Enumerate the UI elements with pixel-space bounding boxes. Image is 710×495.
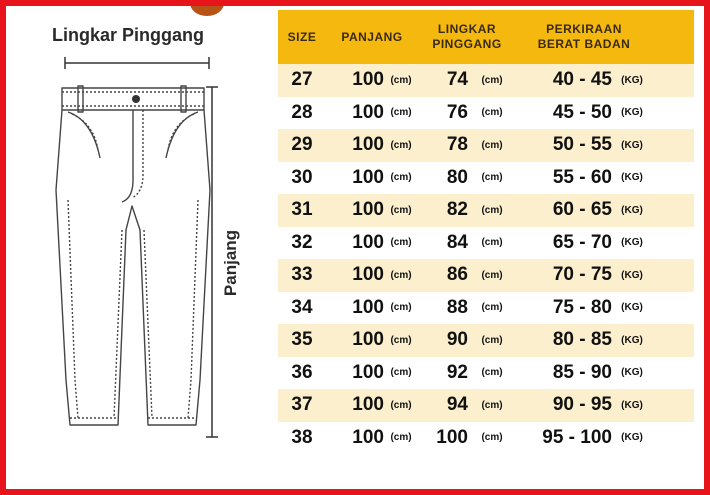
lingkar-unit: (cm) — [481, 237, 503, 249]
lingkar-cell: 80 — [446, 166, 468, 188]
panjang-cell: 100 — [352, 134, 384, 156]
length-measure-line — [202, 86, 222, 438]
panjang-unit: (cm) — [390, 269, 412, 281]
lingkar-unit: (cm) — [481, 367, 503, 379]
berat-unit: (KG) — [621, 432, 643, 444]
panjang-cell: 100 — [352, 329, 384, 351]
size-cell: 37 — [291, 394, 313, 416]
size-cell: 30 — [291, 166, 313, 188]
header-lingkar — [418, 22, 516, 52]
panjang-unit: (cm) — [390, 237, 412, 249]
berat-unit: (KG) — [621, 367, 643, 379]
size-cell: 34 — [291, 296, 313, 318]
header-lingkar-line1: LINGKAR — [437, 22, 497, 36]
size-cell: 33 — [291, 264, 313, 286]
lingkar-cell: 90 — [446, 329, 468, 351]
size-cell: 36 — [291, 361, 313, 383]
size-table — [278, 10, 694, 454]
panjang-cell: 100 — [352, 264, 384, 286]
berat-cell: 45 - 50 — [552, 101, 612, 123]
berat-unit: (KG) — [621, 269, 643, 281]
table-row — [278, 194, 694, 227]
table-row — [278, 389, 694, 422]
size-cell: 32 — [291, 231, 313, 253]
lingkar-cell: 82 — [446, 199, 468, 221]
lingkar-cell: 84 — [446, 231, 468, 253]
panjang-unit: (cm) — [390, 107, 412, 119]
berat-cell: 65 - 70 — [552, 231, 612, 253]
waist-label: Lingkar Pinggang — [52, 25, 205, 45]
lingkar-unit: (cm) — [481, 334, 503, 346]
panjang-cell: 100 — [352, 426, 384, 448]
table-row — [278, 129, 694, 162]
lingkar-cell: 86 — [446, 264, 468, 286]
berat-unit: (KG) — [621, 204, 643, 216]
header-berat — [516, 22, 652, 52]
panjang-unit: (cm) — [390, 399, 412, 411]
berat-cell: 85 - 90 — [552, 361, 612, 383]
berat-cell: 60 - 65 — [552, 199, 612, 221]
header-panjang: PANJANG — [341, 29, 403, 44]
berat-cell: 55 - 60 — [552, 166, 612, 188]
panjang-cell: 100 — [352, 69, 384, 91]
table-body — [278, 64, 694, 454]
table-row — [278, 227, 694, 260]
panjang-cell: 100 — [352, 361, 384, 383]
berat-unit: (KG) — [621, 107, 643, 119]
panjang-cell: 100 — [352, 296, 384, 318]
lingkar-unit: (cm) — [481, 172, 503, 184]
pants-diagram — [48, 80, 218, 440]
panjang-unit: (cm) — [390, 367, 412, 379]
lingkar-cell: 92 — [446, 361, 468, 383]
size-cell: 29 — [291, 134, 313, 156]
decorative-blob — [190, 0, 224, 16]
panjang-cell: 100 — [352, 199, 384, 221]
berat-unit: (KG) — [621, 399, 643, 411]
berat-cell: 40 - 45 — [552, 69, 612, 91]
lingkar-unit: (cm) — [481, 432, 503, 444]
lingkar-unit: (cm) — [481, 107, 503, 119]
table-row — [278, 422, 694, 455]
header-berat-line2: BERAT BADAN — [537, 37, 631, 51]
table-row — [278, 64, 694, 97]
button-icon — [132, 95, 140, 103]
berat-unit: (KG) — [621, 334, 643, 346]
panjang-cell: 100 — [352, 101, 384, 123]
panjang-unit: (cm) — [390, 334, 412, 346]
table-row — [278, 162, 694, 195]
size-cell: 35 — [291, 329, 313, 351]
berat-cell: 70 - 75 — [552, 264, 612, 286]
panjang-unit: (cm) — [390, 74, 412, 86]
waist-measure-line — [64, 57, 210, 69]
size-cell: 38 — [291, 426, 313, 448]
lingkar-cell: 76 — [446, 101, 468, 123]
panjang-cell: 100 — [352, 166, 384, 188]
lingkar-unit: (cm) — [481, 269, 503, 281]
size-cell: 28 — [291, 101, 313, 123]
panjang-cell: 100 — [352, 394, 384, 416]
panjang-unit: (cm) — [390, 139, 412, 151]
berat-cell: 75 - 80 — [552, 296, 612, 318]
berat-unit: (KG) — [621, 139, 643, 151]
panjang-unit: (cm) — [390, 204, 412, 216]
berat-unit: (KG) — [621, 237, 643, 249]
berat-cell: 80 - 85 — [552, 329, 612, 351]
table-row — [278, 97, 694, 130]
berat-cell: 50 - 55 — [552, 134, 612, 156]
table-header — [278, 10, 694, 64]
table-row — [278, 259, 694, 292]
lingkar-unit: (cm) — [481, 204, 503, 216]
berat-unit: (KG) — [621, 302, 643, 314]
lingkar-cell: 88 — [446, 296, 468, 318]
table-row — [278, 324, 694, 357]
lingkar-unit: (cm) — [481, 302, 503, 314]
berat-cell: 90 - 95 — [552, 394, 612, 416]
panjang-unit: (cm) — [390, 432, 412, 444]
size-cell: 31 — [291, 199, 313, 221]
berat-unit: (KG) — [621, 172, 643, 184]
panjang-unit: (cm) — [390, 172, 412, 184]
header-berat-line1: PERKIRAAN — [546, 22, 622, 36]
length-label: Panjang — [221, 229, 240, 297]
size-cell: 27 — [291, 69, 313, 91]
lingkar-cell: 94 — [446, 394, 468, 416]
table-row — [278, 357, 694, 390]
panjang-cell: 100 — [352, 231, 384, 253]
header-lingkar-line2: PINGGANG — [432, 37, 502, 51]
table-row — [278, 292, 694, 325]
lingkar-unit: (cm) — [481, 139, 503, 151]
lingkar-unit: (cm) — [481, 399, 503, 411]
berat-unit: (KG) — [621, 74, 643, 86]
header-size: SIZE — [287, 29, 317, 44]
lingkar-cell: 78 — [446, 134, 468, 156]
lingkar-unit: (cm) — [481, 74, 503, 86]
lingkar-cell: 74 — [446, 69, 468, 91]
lingkar-cell: 100 — [436, 426, 468, 448]
panjang-unit: (cm) — [390, 302, 412, 314]
berat-cell: 95 - 100 — [542, 426, 612, 448]
